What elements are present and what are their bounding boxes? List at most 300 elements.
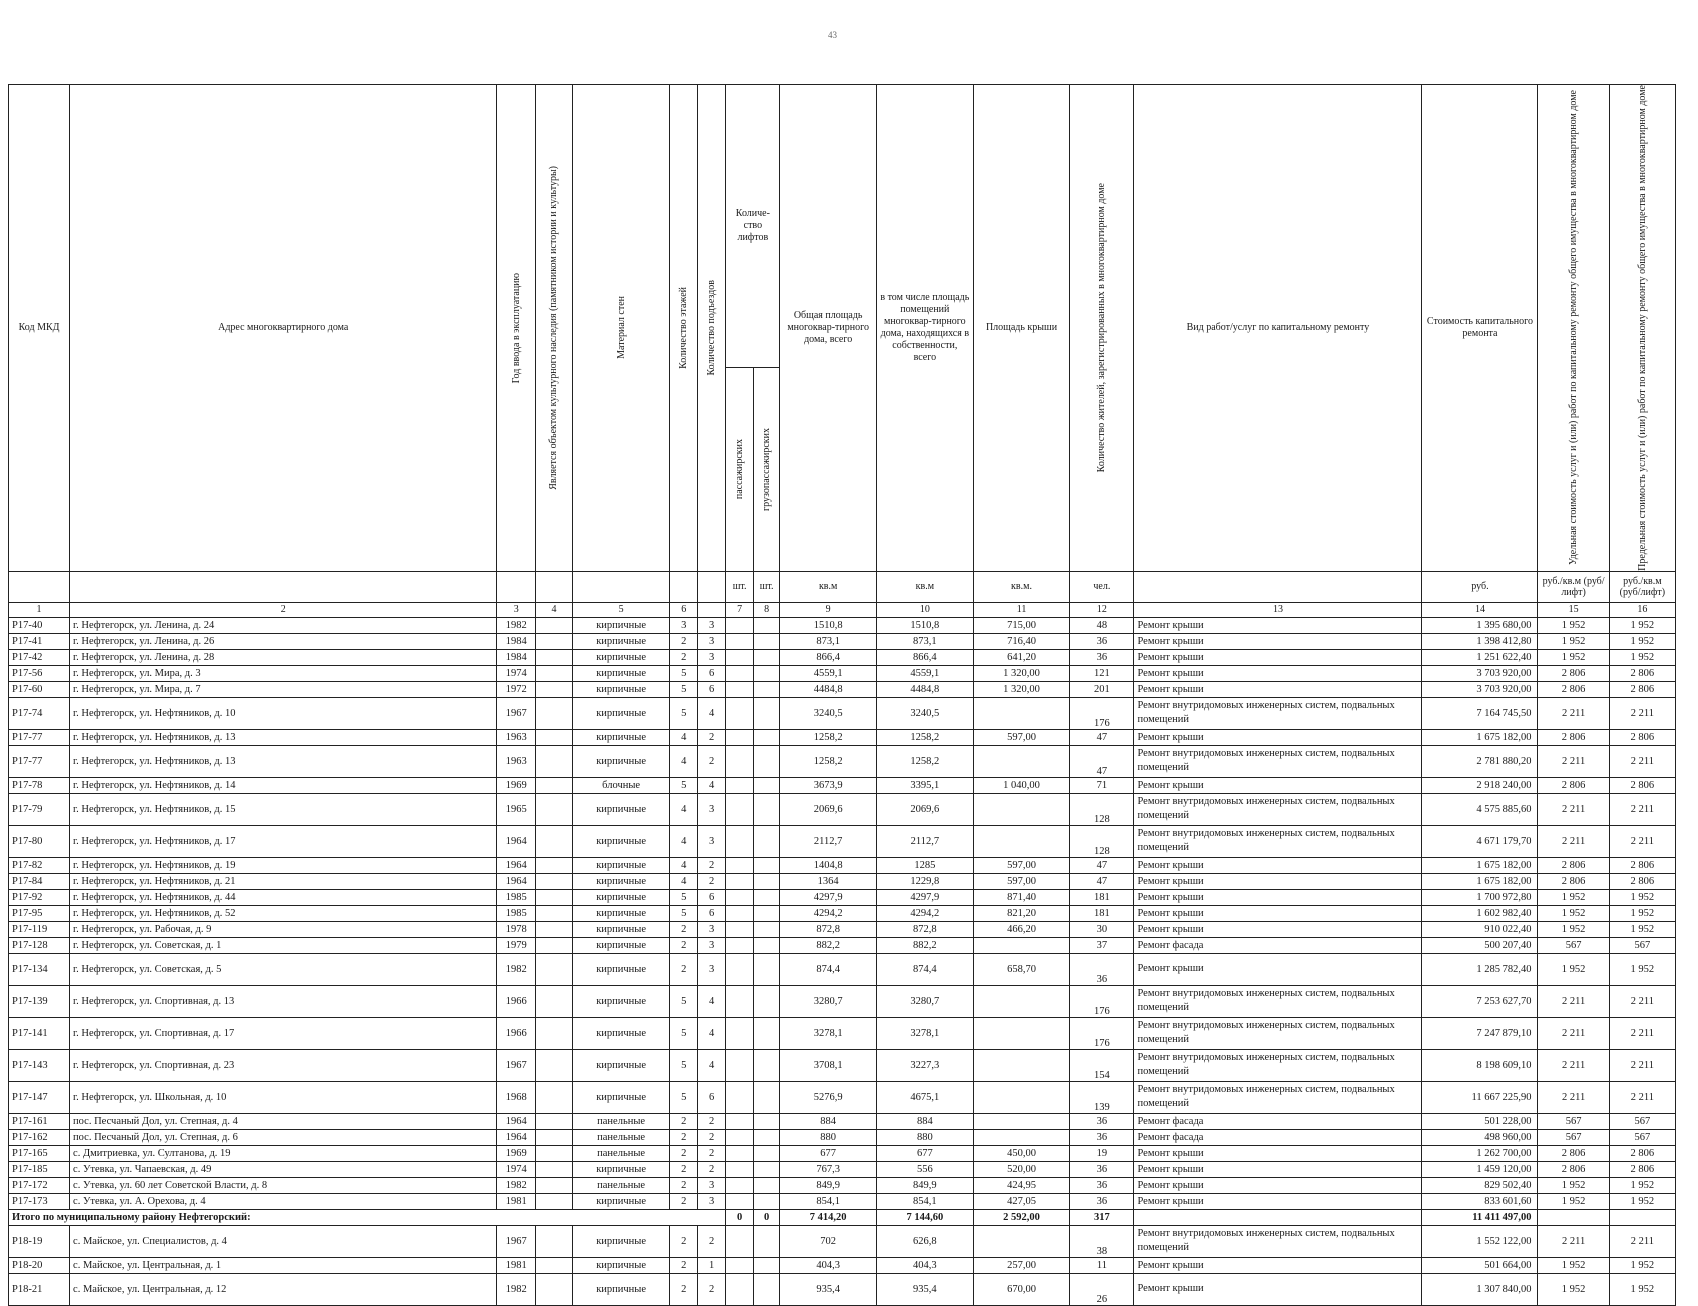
total-area-owned: 7 144,60 <box>877 1209 974 1225</box>
unit-cost-cell: 1 952 <box>1538 905 1609 921</box>
total-work-empty <box>1134 1209 1422 1225</box>
code-cell: P17-172 <box>9 1177 70 1193</box>
lifts-passenger-cell <box>726 1177 753 1193</box>
lifts-cargo-cell <box>753 793 779 825</box>
repair-plan-table-container <box>8 84 1676 1306</box>
table-row <box>9 937 1676 953</box>
floors-cell: 4 <box>670 873 697 889</box>
address-cell: г. Нефтегорск, ул. Советская, д. 1 <box>70 937 497 953</box>
address-cell: г. Нефтегорск, ул. Нефтяников, д. 17 <box>70 825 497 857</box>
lifts-cargo-cell <box>753 857 779 873</box>
unit-cost-cell: 2 211 <box>1538 793 1609 825</box>
work-type-cell: Ремонт крыши <box>1134 777 1422 793</box>
year-cell: 1982 <box>497 953 536 985</box>
work-type-cell: Ремонт внутридомовых инженерных систем, подвальных помещений <box>1134 985 1422 1017</box>
unit-label: чел. <box>1070 571 1134 602</box>
walls-cell: кирпичные <box>572 681 670 697</box>
walls-cell: кирпичные <box>572 921 670 937</box>
address-cell: г. Нефтегорск, ул. Мира, д. 3 <box>70 665 497 681</box>
roof-area-cell <box>973 985 1070 1017</box>
floors-cell: 2 <box>670 937 697 953</box>
code-cell: P17-77 <box>9 729 70 745</box>
work-type-cell: Ремонт внутридомовых инженерных систем, подвальных помещений <box>1134 1049 1422 1081</box>
unit-label: шт. <box>726 571 753 602</box>
area-owned-cell: 4484,8 <box>877 681 974 697</box>
area-owned-cell: 4294,2 <box>877 905 974 921</box>
work-type-cell: Ремонт крыши <box>1134 953 1422 985</box>
lifts-passenger-cell <box>726 649 753 665</box>
lifts-cargo-cell <box>753 1161 779 1177</box>
lifts-passenger-cell <box>726 729 753 745</box>
entrances-cell: 2 <box>697 729 725 745</box>
heritage-cell <box>536 729 573 745</box>
unit-cost-cell: 1 952 <box>1538 617 1609 633</box>
max-cost-cell: 1 952 <box>1609 953 1675 985</box>
max-cost-cell: 1 952 <box>1609 905 1675 921</box>
residents-cell: 139 <box>1070 1081 1134 1113</box>
entrances-cell: 3 <box>697 649 725 665</box>
roof-area-cell: 520,00 <box>973 1161 1070 1177</box>
cost-cell: 500 207,40 <box>1422 937 1538 953</box>
area-owned-cell: 882,2 <box>877 937 974 953</box>
units-row <box>9 571 1676 602</box>
floors-cell: 2 <box>670 633 697 649</box>
cost-cell: 4 671 179,70 <box>1422 825 1538 857</box>
entrances-cell: 2 <box>697 1145 725 1161</box>
area-total-cell: 3278,1 <box>780 1017 877 1049</box>
lifts-cargo-cell <box>753 777 779 793</box>
column-number: 14 <box>1422 602 1538 617</box>
code-cell: P17-147 <box>9 1081 70 1113</box>
header-floors: Количество этажей <box>670 85 697 572</box>
residents-cell: 38 <box>1070 1225 1134 1257</box>
code-cell: P17-185 <box>9 1161 70 1177</box>
work-type-cell: Ремонт внутридомовых инженерных систем, подвальных помещений <box>1134 697 1422 729</box>
header-address: Адрес многоквартирного дома <box>70 85 497 572</box>
walls-cell: кирпичные <box>572 825 670 857</box>
table-row <box>9 1049 1676 1081</box>
area-owned-cell: 884 <box>877 1113 974 1129</box>
column-number: 4 <box>536 602 573 617</box>
area-total-cell: 849,9 <box>780 1177 877 1193</box>
lifts-cargo-cell <box>753 1081 779 1113</box>
roof-area-cell <box>973 1113 1070 1129</box>
address-cell: г. Нефтегорск, ул. Нефтяников, д. 13 <box>70 729 497 745</box>
address-cell: с. Утевка, ул. 60 лет Советской Власти, д. 8 <box>70 1177 497 1193</box>
area-owned-cell: 849,9 <box>877 1177 974 1193</box>
floors-cell: 5 <box>670 1017 697 1049</box>
cost-cell: 1 395 680,00 <box>1422 617 1538 633</box>
floors-cell: 2 <box>670 1193 697 1209</box>
heritage-cell <box>536 1113 573 1129</box>
lifts-cargo-cell <box>753 1017 779 1049</box>
column-number <box>697 602 725 617</box>
heritage-cell <box>536 921 573 937</box>
area-total-cell: 4484,8 <box>780 681 877 697</box>
roof-area-cell: 658,70 <box>973 953 1070 985</box>
entrances-cell: 6 <box>697 681 725 697</box>
table-row <box>9 1145 1676 1161</box>
address-cell: г. Нефтегорск, ул. Нефтяников, д. 19 <box>70 857 497 873</box>
entrances-cell: 3 <box>697 825 725 857</box>
header-lifts-cargo: грузопассажирских <box>753 368 779 572</box>
floors-cell: 2 <box>670 1161 697 1177</box>
lifts-cargo-cell <box>753 665 779 681</box>
address-cell: г. Нефтегорск, ул. Спортивная, д. 23 <box>70 1049 497 1081</box>
area-owned-cell: 2069,6 <box>877 793 974 825</box>
area-total-cell: 1510,8 <box>780 617 877 633</box>
entrances-cell: 2 <box>697 1113 725 1129</box>
walls-cell: кирпичные <box>572 665 670 681</box>
residents-cell: 176 <box>1070 985 1134 1017</box>
header-lifts-passenger: пассажирских <box>726 368 753 572</box>
floors-cell: 2 <box>670 1113 697 1129</box>
area-owned-cell: 556 <box>877 1161 974 1177</box>
roof-area-cell: 716,40 <box>973 633 1070 649</box>
roof-area-cell: 1 040,00 <box>973 777 1070 793</box>
entrances-cell: 6 <box>697 665 725 681</box>
floors-cell: 5 <box>670 905 697 921</box>
code-cell: P17-143 <box>9 1049 70 1081</box>
code-cell: P17-56 <box>9 665 70 681</box>
heritage-cell <box>536 1177 573 1193</box>
walls-cell: панельные <box>572 1177 670 1193</box>
total-row <box>9 1209 1676 1225</box>
residents-cell: 181 <box>1070 889 1134 905</box>
residents-cell: 47 <box>1070 745 1134 777</box>
walls-cell: кирпичные <box>572 1225 670 1257</box>
residents-cell: 36 <box>1070 1193 1134 1209</box>
lifts-cargo-cell <box>753 633 779 649</box>
area-total-cell: 4297,9 <box>780 889 877 905</box>
lifts-passenger-cell <box>726 1017 753 1049</box>
year-cell: 1972 <box>497 681 536 697</box>
walls-cell: блочные <box>572 777 670 793</box>
unit-cost-cell: 2 211 <box>1538 697 1609 729</box>
lifts-cargo-cell <box>753 729 779 745</box>
unit-cost-cell: 1 952 <box>1538 1257 1609 1273</box>
entrances-cell: 4 <box>697 1017 725 1049</box>
table-row <box>9 745 1676 777</box>
address-cell: г. Нефтегорск, ул. Нефтяников, д. 15 <box>70 793 497 825</box>
lifts-passenger-cell <box>726 825 753 857</box>
column-number: 6 <box>670 602 697 617</box>
entrances-cell: 6 <box>697 905 725 921</box>
code-cell: P17-80 <box>9 825 70 857</box>
address-cell: г. Нефтегорск, ул. Нефтяников, д. 13 <box>70 745 497 777</box>
walls-cell: кирпичные <box>572 857 670 873</box>
column-number: 2 <box>70 602 497 617</box>
unit-label: руб. <box>1422 571 1538 602</box>
floors-cell: 2 <box>670 1257 697 1273</box>
area-owned-cell: 866,4 <box>877 649 974 665</box>
roof-area-cell <box>973 1225 1070 1257</box>
floors-cell: 2 <box>670 1225 697 1257</box>
address-cell: г. Нефтегорск, ул. Ленина, д. 28 <box>70 649 497 665</box>
address-cell: г. Нефтегорск, ул. Школьная, д. 10 <box>70 1081 497 1113</box>
roof-area-cell <box>973 793 1070 825</box>
residents-cell: 36 <box>1070 1113 1134 1129</box>
heritage-cell <box>536 649 573 665</box>
roof-area-cell: 424,95 <box>973 1177 1070 1193</box>
area-total-cell: 854,1 <box>780 1193 877 1209</box>
max-cost-cell: 1 952 <box>1609 1193 1675 1209</box>
unit-cost-cell: 1 952 <box>1538 649 1609 665</box>
code-cell: P17-92 <box>9 889 70 905</box>
roof-area-cell <box>973 1129 1070 1145</box>
heritage-cell <box>536 873 573 889</box>
cost-cell: 1 675 182,00 <box>1422 873 1538 889</box>
column-number: 11 <box>973 602 1070 617</box>
code-cell: P17-128 <box>9 937 70 953</box>
heritage-cell <box>536 953 573 985</box>
address-cell: г. Нефтегорск, ул. Нефтяников, д. 44 <box>70 889 497 905</box>
heritage-cell <box>536 1225 573 1257</box>
lifts-passenger-cell <box>726 697 753 729</box>
roof-area-cell: 1 320,00 <box>973 665 1070 681</box>
address-cell: пос. Песчаный Дол, ул. Степная, д. 4 <box>70 1113 497 1129</box>
unit-cost-cell: 1 952 <box>1538 1273 1609 1305</box>
walls-cell: кирпичные <box>572 905 670 921</box>
code-cell: P17-40 <box>9 617 70 633</box>
table-row <box>9 1129 1676 1145</box>
walls-cell: кирпичные <box>572 1049 670 1081</box>
floors-cell: 4 <box>670 793 697 825</box>
area-total-cell: 935,4 <box>780 1273 877 1305</box>
code-cell: P17-173 <box>9 1193 70 1209</box>
lifts-passenger-cell <box>726 905 753 921</box>
year-cell: 1963 <box>497 745 536 777</box>
lifts-passenger-cell <box>726 889 753 905</box>
max-cost-cell: 2 211 <box>1609 1017 1675 1049</box>
max-cost-cell: 1 952 <box>1609 617 1675 633</box>
lifts-cargo-cell <box>753 697 779 729</box>
address-cell: с. Майское, ул. Специалистов, д. 4 <box>70 1225 497 1257</box>
area-total-cell: 4294,2 <box>780 905 877 921</box>
residents-cell: 201 <box>1070 681 1134 697</box>
code-cell: P17-141 <box>9 1017 70 1049</box>
floors-cell: 5 <box>670 777 697 793</box>
unit-cost-cell: 567 <box>1538 1129 1609 1145</box>
header-year: Год ввода в эксплуатацию <box>497 85 536 572</box>
floors-cell: 2 <box>670 921 697 937</box>
walls-cell: кирпичные <box>572 649 670 665</box>
area-owned-cell: 2112,7 <box>877 825 974 857</box>
max-cost-cell: 2 211 <box>1609 1225 1675 1257</box>
work-type-cell: Ремонт фасада <box>1134 1113 1422 1129</box>
header-code: Код МКД <box>9 85 70 572</box>
work-type-cell: Ремонт крыши <box>1134 1177 1422 1193</box>
area-total-cell: 702 <box>780 1225 877 1257</box>
area-owned-cell: 404,3 <box>877 1257 974 1273</box>
lifts-cargo-cell <box>753 1193 779 1209</box>
cost-cell: 2 918 240,00 <box>1422 777 1538 793</box>
total-unit-empty <box>1538 1209 1609 1225</box>
table-row <box>9 1081 1676 1113</box>
residents-cell: 30 <box>1070 921 1134 937</box>
cost-cell: 4 575 885,60 <box>1422 793 1538 825</box>
area-total-cell: 1258,2 <box>780 729 877 745</box>
address-cell: г. Нефтегорск, ул. Нефтяников, д. 10 <box>70 697 497 729</box>
residents-cell: 128 <box>1070 825 1134 857</box>
unit-cost-cell: 2 806 <box>1538 681 1609 697</box>
floors-cell: 2 <box>670 1273 697 1305</box>
year-cell: 1984 <box>497 649 536 665</box>
work-type-cell: Ремонт крыши <box>1134 617 1422 633</box>
max-cost-cell: 2 806 <box>1609 729 1675 745</box>
entrances-cell: 3 <box>697 793 725 825</box>
area-owned-cell: 873,1 <box>877 633 974 649</box>
lifts-passenger-cell <box>726 777 753 793</box>
area-owned-cell: 1258,2 <box>877 745 974 777</box>
max-cost-cell: 2 806 <box>1609 665 1675 681</box>
residents-cell: 154 <box>1070 1049 1134 1081</box>
unit-cost-cell: 2 211 <box>1538 1017 1609 1049</box>
work-type-cell: Ремонт внутридомовых инженерных систем, подвальных помещений <box>1134 1017 1422 1049</box>
table-row <box>9 665 1676 681</box>
max-cost-cell: 1 952 <box>1609 649 1675 665</box>
heritage-cell <box>536 665 573 681</box>
address-cell: г. Нефтегорск, ул. Рабочая, д. 9 <box>70 921 497 937</box>
work-type-cell: Ремонт крыши <box>1134 1145 1422 1161</box>
cost-cell: 3 703 920,00 <box>1422 681 1538 697</box>
area-owned-cell: 1285 <box>877 857 974 873</box>
code-cell: P17-134 <box>9 953 70 985</box>
residents-cell: 176 <box>1070 1017 1134 1049</box>
cost-cell: 501 228,00 <box>1422 1113 1538 1129</box>
cost-cell: 833 601,60 <box>1422 1193 1538 1209</box>
code-cell: P17-139 <box>9 985 70 1017</box>
area-total-cell: 3673,9 <box>780 777 877 793</box>
lifts-cargo-cell <box>753 985 779 1017</box>
roof-area-cell: 257,00 <box>973 1257 1070 1273</box>
unit-cost-cell: 2 211 <box>1538 1225 1609 1257</box>
roof-area-cell <box>973 1081 1070 1113</box>
table-row <box>9 905 1676 921</box>
table-row <box>9 681 1676 697</box>
code-cell: P17-95 <box>9 905 70 921</box>
unit-label: руб./кв.м (руб/лифт) <box>1609 571 1675 602</box>
year-cell: 1979 <box>497 937 536 953</box>
address-cell: г. Нефтегорск, ул. Ленина, д. 26 <box>70 633 497 649</box>
address-cell: г. Нефтегорск, ул. Мира, д. 7 <box>70 681 497 697</box>
max-cost-cell: 2 211 <box>1609 697 1675 729</box>
header-entrances: Количество подъездов <box>697 85 725 572</box>
heritage-cell <box>536 1193 573 1209</box>
area-total-cell: 1404,8 <box>780 857 877 873</box>
table-row <box>9 921 1676 937</box>
residents-cell: 121 <box>1070 665 1134 681</box>
address-cell: с. Утевка, ул. Чапаевская, д. 49 <box>70 1161 497 1177</box>
heritage-cell <box>536 681 573 697</box>
header-area-total: Общая площадь многоквар-тирного дома, всего <box>780 85 877 572</box>
lifts-passenger-cell <box>726 857 753 873</box>
lifts-cargo-cell <box>753 1129 779 1145</box>
entrances-cell: 2 <box>697 1225 725 1257</box>
floors-cell: 2 <box>670 1129 697 1145</box>
entrances-cell: 3 <box>697 1193 725 1209</box>
entrances-cell: 3 <box>697 953 725 985</box>
max-cost-cell: 567 <box>1609 937 1675 953</box>
cost-cell: 1 285 782,40 <box>1422 953 1538 985</box>
walls-cell: кирпичные <box>572 617 670 633</box>
lifts-cargo-cell <box>753 1145 779 1161</box>
cost-cell: 829 502,40 <box>1422 1177 1538 1193</box>
unit-cost-cell: 1 952 <box>1538 921 1609 937</box>
floors-cell: 5 <box>670 985 697 1017</box>
work-type-cell: Ремонт фасада <box>1134 1129 1422 1145</box>
area-owned-cell: 874,4 <box>877 953 974 985</box>
residents-cell: 181 <box>1070 905 1134 921</box>
residents-cell: 47 <box>1070 857 1134 873</box>
code-cell: P18-20 <box>9 1257 70 1273</box>
code-cell: P17-84 <box>9 873 70 889</box>
area-owned-cell: 3240,5 <box>877 697 974 729</box>
roof-area-cell: 597,00 <box>973 857 1070 873</box>
year-cell: 1978 <box>497 921 536 937</box>
entrances-cell: 4 <box>697 1049 725 1081</box>
unit-cost-cell: 2 806 <box>1538 873 1609 889</box>
max-cost-cell: 2 211 <box>1609 1081 1675 1113</box>
area-owned-cell: 3278,1 <box>877 1017 974 1049</box>
walls-cell: кирпичные <box>572 1257 670 1273</box>
header-area-owned: в том числе площадь помещений многоквар-тирного дома, находящихся в собственности, всего <box>877 85 974 572</box>
total-lifts-passenger: 0 <box>726 1209 753 1225</box>
area-owned-cell: 872,8 <box>877 921 974 937</box>
area-owned-cell: 1229,8 <box>877 873 974 889</box>
table-row <box>9 649 1676 665</box>
lifts-passenger-cell <box>726 633 753 649</box>
header-heritage: Является объектом культурного наследия (памятником истории и культуры) <box>536 85 573 572</box>
lifts-passenger-cell <box>726 745 753 777</box>
total-label: Итого по муниципальному району Нефтегорский: <box>9 1209 726 1225</box>
work-type-cell: Ремонт внутридомовых инженерных систем, подвальных помещений <box>1134 825 1422 857</box>
lifts-cargo-cell <box>753 921 779 937</box>
lifts-cargo-cell <box>753 1113 779 1129</box>
address-cell: г. Нефтегорск, ул. Ленина, д. 24 <box>70 617 497 633</box>
code-cell: P18-19 <box>9 1225 70 1257</box>
address-cell: г. Нефтегорск, ул. Спортивная, д. 17 <box>70 1017 497 1049</box>
year-cell: 1974 <box>497 1161 536 1177</box>
entrances-cell: 3 <box>697 937 725 953</box>
lifts-cargo-cell <box>753 1257 779 1273</box>
year-cell: 1981 <box>497 1257 536 1273</box>
cost-cell: 1 251 622,40 <box>1422 649 1538 665</box>
max-cost-cell: 2 806 <box>1609 681 1675 697</box>
walls-cell: кирпичные <box>572 697 670 729</box>
table-row <box>9 953 1676 985</box>
lifts-passenger-cell <box>726 873 753 889</box>
year-cell: 1966 <box>497 985 536 1017</box>
heritage-cell <box>536 905 573 921</box>
work-type-cell: Ремонт крыши <box>1134 729 1422 745</box>
year-cell: 1974 <box>497 665 536 681</box>
roof-area-cell: 597,00 <box>973 729 1070 745</box>
floors-cell: 4 <box>670 825 697 857</box>
year-cell: 1985 <box>497 905 536 921</box>
year-cell: 1984 <box>497 633 536 649</box>
floors-cell: 2 <box>670 1145 697 1161</box>
heritage-cell <box>536 633 573 649</box>
roof-area-cell <box>973 825 1070 857</box>
lifts-cargo-cell <box>753 905 779 921</box>
residents-cell: 47 <box>1070 873 1134 889</box>
lifts-passenger-cell <box>726 1193 753 1209</box>
area-total-cell: 3280,7 <box>780 985 877 1017</box>
area-total-cell: 767,3 <box>780 1161 877 1177</box>
table-row <box>9 729 1676 745</box>
residents-cell: 36 <box>1070 953 1134 985</box>
